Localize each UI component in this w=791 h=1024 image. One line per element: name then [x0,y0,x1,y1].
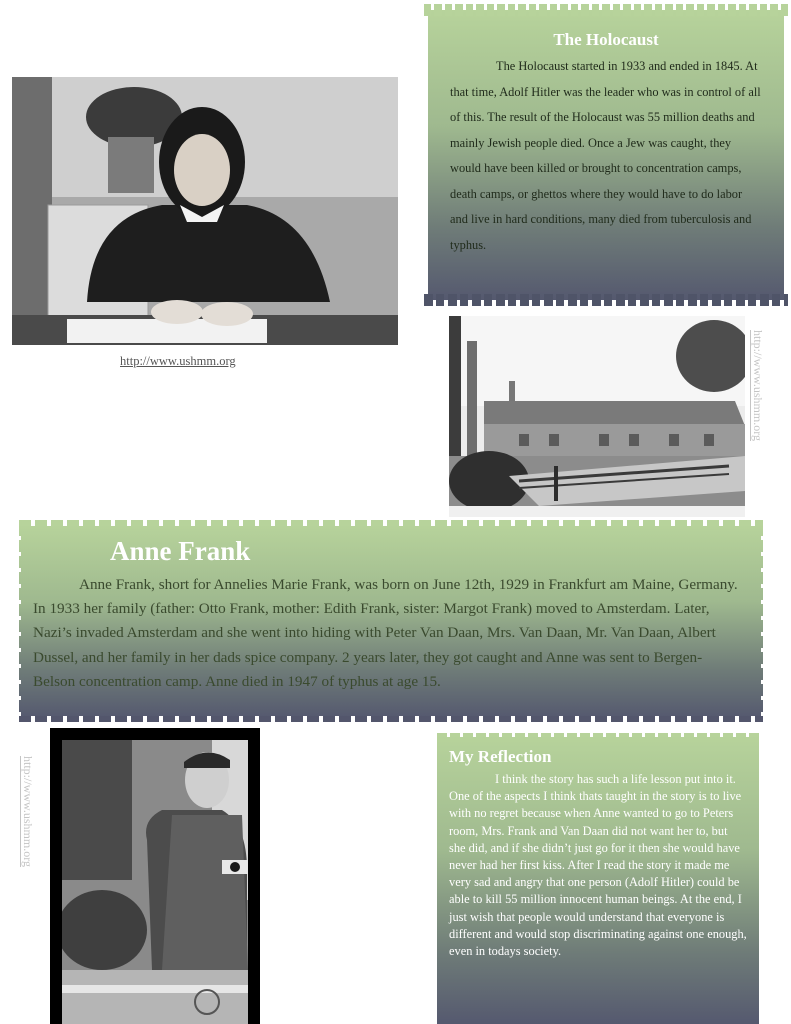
hitler-photo [62,740,248,1024]
concentration-camp-photo [449,316,745,517]
dashed-edge-top [437,733,759,737]
dashed-edge-left [15,524,21,718]
holocaust-text: The Holocaust started in 1933 and ended in 1845. At that time, Adolf Hitler was the leader who was in control of all of this. The result of the Holocaust was 55 million deaths and mainly Jewish people died. Once a Jew was caught, they would have been killed or brought to concentration camps, death camps, or ghettos where they would have to do labor and live in hard conditions, many died from tuberculosis and typhus. [450,59,761,252]
reflection-section [437,735,759,1024]
dashed-edge-bottom [19,716,763,722]
anne-frank-title: Anne Frank [110,536,251,566]
hitler-photo-credit-link[interactable]: http://www.ushmm.org [21,756,35,868]
anne-photo-credit-link[interactable]: http://www.ushmm.org [120,354,236,368]
dashed-edge-right [761,524,767,718]
ragged-edge-bottom [424,294,788,306]
anne-frank-section [19,524,763,718]
anne-frank-photo-image [12,77,398,345]
hitler-photo-image [62,740,248,1024]
holocaust-title: The Holocaust [553,30,659,49]
reflection-text: I think the story has such a life lesson put into it. One of the aspects I think thats taught in the story is to live with no regret because when Anne wanted to go to Peters room, Mrs. Frank and Van Daan did not want her to, but she did, and if she didn’t just go for it then she would have never had her first kiss. After I read the story it made me very sad and angry that one person (Adolf Hitler) could be able to kill 55 million innocent human beings. At the end, I just wish that people would understand that everyone is different and would stop discriminating against one enough, even in todays society. [449,772,747,959]
camp-photo-credit-link[interactable]: http://www.ushmm.org [751,330,765,442]
reflection-title: My Reflection [449,747,552,766]
dashed-edge-top [19,520,763,526]
anne-frank-text: Anne Frank, short for Annelies Marie Frank, was born on June 12th, 1929 in Frankfurt am Maine, Germany. In 1933 her family (father: Otto Frank, mother: Edith Frank, sister: Margot Frank) moved to Amsterdam. Later, Nazi’s invaded Amsterdam and she went into hiding with Peter Van Daan, Mrs. Van Daan, Mr. Van Daan, Albert Dussel, and her family in her dads spice company. 2 years later, they got caught and Anne was sent to Bergen- Belson concentration camp. Anne died in 1947 of typhus at age 15. [33,576,738,690]
hitler-photo-frame [50,728,260,1024]
ragged-edge-top [424,4,788,16]
anne-frank-photo [12,77,398,345]
holocaust-section [428,10,784,300]
camp-photo-image [449,316,745,517]
